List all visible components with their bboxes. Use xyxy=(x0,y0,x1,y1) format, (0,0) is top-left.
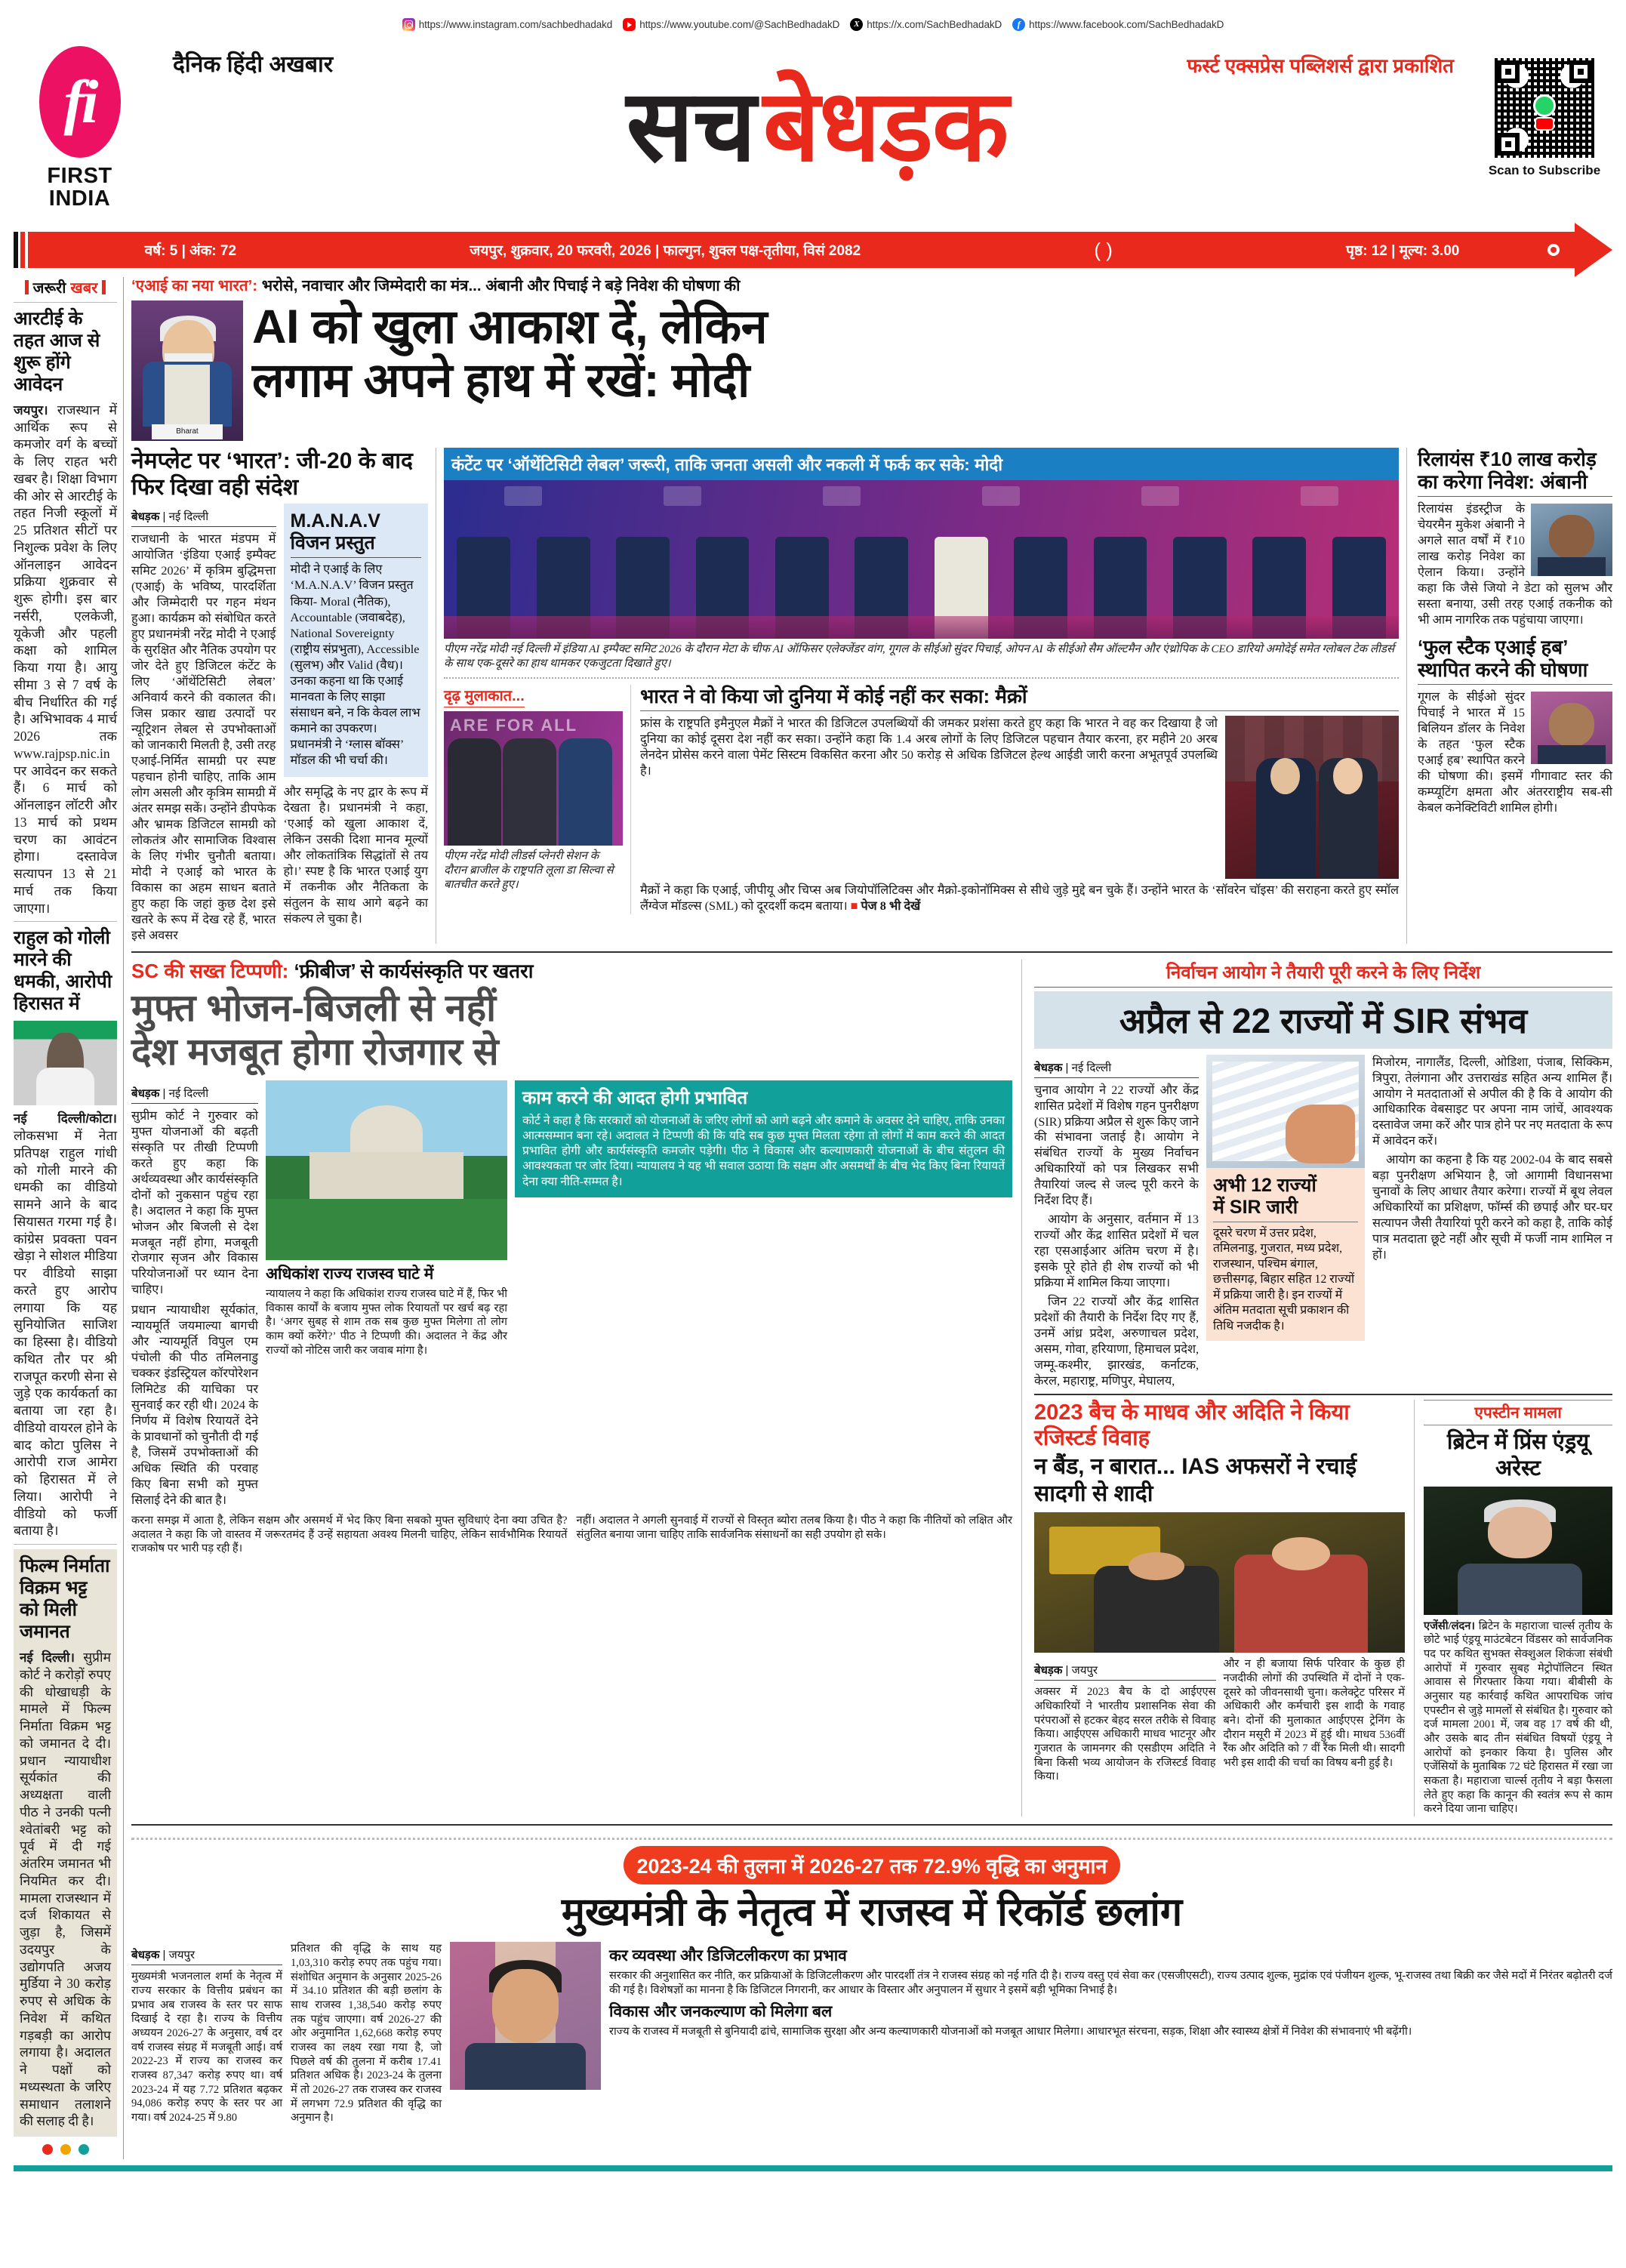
title-sach: सच xyxy=(626,70,756,181)
manav-title-1: M.A.N.A.V xyxy=(290,510,380,532)
nameplate-byline: बेधड़क | नई दिल्ली xyxy=(131,509,276,527)
supreme-court-story[interactable] xyxy=(131,960,1022,1817)
logo-line-2: INDIA xyxy=(48,186,111,211)
social-link-x[interactable] xyxy=(850,18,1002,31)
sidebar-body: लोकसभा में नेता प्रतिपक्ष राहुल गांधी को गोली मारने की धमकी का वीडियो सामने आने के बाद सियासत गरमा गई है। कांग्रेस प्रवक्ता पवन खेड़ा ने सोशल मीडिया पर वीडियो साझा करते हुए आरोप लगाया कि यह सुनियोजित साजिश का हिस्सा है। वीडियो कथित तौर पर श्री राजपूत करणी सेना से जुड़े एक कार्यकर्ता का बताया जा रहा है। वीडियो वायरल होने के बाद कोटा पुलिस ने आरोपी राज आमेरा को हिरासत में ले लिया। आरोपी ने वीडियो को फर्जी बताया है। xyxy=(14,1128,117,1539)
issue-dateline: जयपुर, शुक्रवार, 20 फरवरी, 2026 | फाल्गुन, शुक्ल पक्ष-तृतीया, विसं 2082 xyxy=(470,243,861,259)
byline-place: जयपुर xyxy=(168,1949,196,1962)
byline-source: बेधड़क xyxy=(1034,1061,1063,1074)
election-kicker: निर्वाचन आयोग ने तैयारी पूरी करने के लिए निर्देश xyxy=(1034,960,1612,988)
lead-kicker-red: ‘एआई का नया भारत’: xyxy=(131,277,258,294)
election-byline: बेधड़क | नई दिल्ली xyxy=(1034,1060,1199,1078)
election-body-5: आयोग का कहना है कि यह 2002-04 के बाद सबसे बड़ा पुनरीक्षण अभियान है, जो आगामी विधानसभा चुनावों के लिए आधार तैयार करेगा। राज्यों में बूथ लेवल अधिकारियों का प्रशिक्षण, फॉर्म्स की छपाई और घर-घर सत्यापन जैसी तैयारियां पूरी करने को कहा है, ताकि कोई पात्र मतदाता छूटे नहीं और सूची में फर्जी नाम शामिल न हों। xyxy=(1372,1153,1612,1262)
social-link-youtube[interactable] xyxy=(623,18,839,31)
revenue-body-2: प्रतिशत की वृद्धि के साथ यह 1,03,310 करोड़ रुपए तक पहुंच गया। संशोधित अनुमान के अनुसार 2025-26 में 34.10 प्रतिशत की बड़ी छलांग के साथ राजस्व 1,38,540 करोड़ रुपए तक पहुंच जाएगा। वर्ष 2026-27 की ओर अनुमानित 1,62,668 करोड़ रुपए राजस्व का लक्ष्य रखा गया है, जो पिछले वर्ष की तुलना में करीब 17.41 प्रतिशत अधिक है। 2023-24 के तुलना में तो 2026-27 तक राजस्व कर राजस्व में लगभग 72.9 प्रतिशत की वृद्धि का अनुमान है। xyxy=(291,1943,442,2125)
election-body-2: आयोग के अनुसार, वर्तमान में 13 राज्यों और केंद्र शासित प्रदेशों में चल रहा एसआईआर अंतिम चरण में है। इसके पूरे होते ही शेष राज्यों को भी प्रक्रिया में शामिल किया जाएगा। xyxy=(1034,1213,1199,1290)
nameplate-body-1: राजधानी के भारत मंडपम में आयोजित ‘इंडिया एआई इम्पैक्ट समिट 2026’ में कृत्रिम बुद्धिमत्ता (एआई) के भविष्य, पारदर्शिता और जिम्मेदारी पर गहन मंथन हुआ। कार्यक्रम को संबोधित करते हुए प्रधानमंत्री नरेंद्र मोदी ने एआई के सुरक्षित और नैतिक उपयोग पर जोर देते हुए डिजिटल कंटेंट के लिए ‘ऑथेंटिसिटी लेबल’ अनिवार्य करने की वकालत की। जिस प्रकार खाद्य उत्पादों पर न्यूट्रिशन लेबल से उपभोक्ताओं को जानकारी मिलती है, उसी तरह एआई-निर्मित सामग्री पर स्पष्ट पहचान होनी चाहिए, ताकि आम लोग असली और कृत्रिम सामग्री में अंतर समझ सकें। उन्होंने डीपफेक और भ्रामक डिजिटल सामग्री को लोकतंत्र और सामाजिक विश्वास के लिए गंभीर चुनौती बताया। मोदी ने एआई को भारत के विकास का अहम साधन बताते हुए कहा कि जहां कुछ देश इसे खतरे के रूप में देख रहे हैं, भारत इसे अवसर xyxy=(131,532,276,942)
sc-headline-line2: देश मजबूत होगा रोजगार से xyxy=(131,1031,499,1074)
byline-place: नई दिल्ली xyxy=(168,510,209,524)
ambani-story[interactable] xyxy=(1418,448,1612,628)
sc-image-caption: अधिकांश राज्य राजस्व घाटे में xyxy=(266,1265,434,1283)
sc-kicker-rest: ‘फ्रीबीज’ से कार्यसंस्कृति पर खतरा xyxy=(288,959,534,982)
sidebar-story-rahul[interactable] xyxy=(14,928,117,1539)
byline-source: बेधड़क xyxy=(131,1086,160,1100)
lead-headline-line1: AI को खुला आकाश दें, लेकिन xyxy=(252,300,768,353)
fi-monogram: fi xyxy=(63,67,96,136)
sc-box-title: काम करने की आदत होगी प्रभावित xyxy=(522,1087,748,1108)
sidebar-dateline: जयपुर। xyxy=(14,402,48,418)
ias-headline-black: न बैंड, न बारात... IAS अफसरों ने रचाई सादगी से शादी xyxy=(1034,1454,1357,1507)
sidebar-dateline: नई दिल्ली। xyxy=(20,1650,75,1665)
sc-caption-body: न्यायालय ने कहा कि अधिकांश राज्य राजस्व घाटे में हैं, फिर भी विकास कार्यों के बजाय मुफ्त लोक रियायतों पर खर्च बढ़ रहा है। ‘अगर सुबह से शाम तक सब कुछ मुफ्त मिलेगा तो लोग काम क्यों करेंगे?’ पीठ ने टिप्पणी की। अदालत ने केंद्र और राज्यों को नोटिस जारी कर जवाब मांगा है। xyxy=(266,1287,507,1357)
byline-source: बेधड़क xyxy=(131,1949,160,1962)
election-story[interactable] xyxy=(1034,960,1612,1389)
bottom-teal-rule xyxy=(14,2165,1612,2171)
facebook-icon: f xyxy=(1012,18,1025,31)
ias-byline: बेधड़क | जयपुर xyxy=(1034,1662,1216,1681)
sidebar-column xyxy=(14,277,124,2159)
meeting-and-macron xyxy=(444,685,1399,914)
ias-headline-red: 2023 बैच के माधव और अदिति ने किया रजिस्टर्ड विवाह xyxy=(1034,1400,1350,1451)
main-column xyxy=(124,277,1612,2159)
modi-macron-photo xyxy=(1225,716,1399,879)
sc-bottom-right: नहीं। अदालत ने अगली सुनवाई में राज्यों से विस्तृत ब्योरा तलब किया है। पीठ ने कहा कि नीतियों को लक्षित और संतुलित बनाया जाना चाहिए ताकि सार्वजनिक संसाधनों का सही उपयोग हो सके। xyxy=(576,1514,1012,1541)
first-india-wordmark xyxy=(14,165,146,211)
summit-block xyxy=(444,448,1407,944)
lead-kicker-rest: भरोसे, नवाचार और जिम्मेदारी का मंत्र... अंबानी और पिचाई ने बड़े निवेश की घोषणा की xyxy=(257,277,741,294)
revenue-byline: बेधड़क | जयपुर xyxy=(131,1947,282,1965)
revenue-pill-badge: 2023-24 की तुलना में 2026-27 तक 72.9% वृद्धि का अनुमान xyxy=(624,1846,1121,1884)
pichai-body: गूगल के सीईओ सुंदर पिचाई ने भारत में 15 बिलियन डॉलर के निवेश के तहत ‘फुल स्टैक एआई हब’ स्थापित करने की घोषणा की। इसमें गीगावाट स्तर की कम्प्यूटिंग क्षमता और अंतरराष्ट्रीय सब-सी केबल कनेक्टिविटी शामिल होगी। xyxy=(1418,689,1612,815)
photo-backdrop-text: ARE FOR ALL xyxy=(450,715,578,735)
tagline-left: दैनिक हिंदी अखबार xyxy=(173,52,334,77)
ambani-body: रिलायंस इंडस्ट्रीज के चेयरमैन मुकेश अंबानी ने अगले सात वर्षों में ₹10 लाख करोड़ निवेश का ऐलान किया। उन्होंने कहा कि जैसे जियो ने डेटा को सुलभ और सस्ता बनाया, उसी तरह एआई तकनीक को भी आम नागरिक तक पहुंचाया जाएगा। xyxy=(1418,501,1612,627)
sc-headline xyxy=(131,986,1012,1074)
supreme-court-building-photo xyxy=(266,1080,507,1260)
ambani-headline: रिलायंस ₹10 लाख करोड़ का करेगा निवेश: अंबानी xyxy=(1418,448,1612,497)
byline-source: बेधड़क xyxy=(1034,1664,1063,1678)
revenue-headline: मुख्यमंत्री के नेतृत्व में राजस्व में रिकॉर्ड छलांग xyxy=(561,1890,1183,1934)
tagline-right: फर्स्ट एक्सप्रेस पब्लिशर्स द्वारा प्रकाशित xyxy=(1187,54,1454,77)
sidebar-story-rte[interactable] xyxy=(14,309,117,917)
sidebar-body: राजस्थान में आर्थिक रूप से कमजोर वर्ग के बच्चों के लिए राहत भरी खबर है। शिक्षा विभाग की ओर से आरटीई के तहत निजी स्कूलों में 25 प्रतिशत सीटों पर निशुल्क प्रवेश के लिए ऑनलाइन आवेदन प्रक्रिया शुक्रवार से शुरू होगी। इस बार नर्सरी, एलकेजी, यूकेजी और पहली कक्षा को शामिल किया गया है। आयु सीमा 3 से 7 वर्ष के बीच निर्धारित की गई है। अभिभावक 4 मार्च 2026 तक www.rajpsp.nic.in पर आवेदन कर सकते हैं। 6 मार्च को ऑनलाइन लॉटरी और 13 मार्च को प्रथम चरण का आवंटन होगा। दस्तावेज सत्यापन 13 से 21 मार्च तक किया जाएगा। xyxy=(14,402,117,916)
ias-wedding-story[interactable] xyxy=(1034,1400,1415,1817)
prince-andrew-photo xyxy=(1424,1487,1612,1615)
sidebar-dateline: नई दिल्ली/कोटा। xyxy=(14,1111,117,1126)
sc-body-1: सुप्रीम कोर्ट ने गुरुवार को मुफ्त योजनाओं की बढ़ती संस्कृति पर तीखी टिप्पणी करते हुए कहा कि अर्थव्यवस्था और कार्यसंस्कृति दोनों को नुकसान पहुंच रहा है। अदालत ने कहा कि मुफ्त भोजन और बिजली से देश मजबूत नहीं होगा, मजबूती रोजगार सृजन और विकास परियोजनाओं पर ध्यान देना चाहिए। xyxy=(131,1108,258,1297)
summit-photo-caption: पीएम नरेंद्र मोदी नई दिल्ली में इंडिया AI इम्पैक्ट समिट 2026 के दौरान मेटा के चीफ AI ऑफिसर एलेक्जेंडर वांग, गूगल के सीईओ सुंदर पिचाई, ओपन AI के सीईओ सैम ऑल्टमैन और एंथ्रोपिक के CEO डारियो अमोदेई समेत ग्लोबल टेक लीडर्स के साथ एक-दूसरे का हाथ थामकर एकजुटता दिखाते हुए। xyxy=(444,642,1395,670)
modi-lula-photo xyxy=(444,711,623,846)
sc-byline: बेधड़क | नई दिल्ली xyxy=(131,1086,258,1104)
sidebar-footer-dots xyxy=(14,2137,117,2159)
youtube-icon xyxy=(623,18,636,31)
ribbon-bars-decoration xyxy=(14,232,25,268)
sc-kicker xyxy=(131,960,1012,983)
sc-work-habit-box xyxy=(515,1080,1012,1197)
chief-minister-photo xyxy=(450,1942,601,2090)
election-headline: अप्रैल से 22 राज्यों में SIR संभव xyxy=(1034,991,1612,1049)
revenue-sub2-body: राज्य के राजस्व में मजबूती से बुनियादी ढांचे, सामाजिक सुरक्षा और अन्य कल्याणकारी योजनाओं को मजबूत आधार मिलेगा। आधारभूत संरचना, सड़क, शिक्षा और स्वास्थ्य क्षेत्रों में निवेश की संभावनाएं भी बढ़ेंगी। xyxy=(609,2026,1412,2038)
nameplate-headline: नेमप्लेट पर ‘भारत’: जी-20 के बाद फिर दिखा वही संदेश xyxy=(131,448,413,500)
manav-vision-box xyxy=(284,504,429,777)
badge-word-2: खबर xyxy=(70,280,98,297)
macron-page-ref[interactable]: पेज 8 भी देखें xyxy=(861,899,921,914)
masthead xyxy=(14,37,1612,226)
manav-title-2: विजन प्रस्तुत xyxy=(290,532,375,554)
macron-body-1: फ्रांस के राष्ट्रपति इमैनुएल मैक्रों ने भारत की डिजिटल उपलब्धियों की जमकर प्रशंसा करते हुए कहा कि भारत ने वह कर दिखाया है जो दुनिया का कोई दूसरा देश नहीं कर सका। उन्होंने कहा कि 1.4 अरब लोगों के लिए डिजिटल पहचान तैयार करना, हर महीने 20 अरब लेनदेन प्रोसेस करने वाला पेमेंट सिस्टम विकसित करना और 50 करोड़ से अधिक डिजिटल हेल्थ आईडी जारी करना अभूतपूर्व उपलब्धि है। xyxy=(640,716,1218,778)
ai-summit-group-photo xyxy=(444,480,1399,639)
revenue-story[interactable] xyxy=(131,1824,1612,2125)
election-body-4: मिजोरम, नागालैंड, दिल्ली, ओडिशा, पंजाब, सिक्किम, त्रिपुरा, तेलंगाना और उत्तराखंड सहित अन्य शामिल हैं। आयोग ने मतदाताओं से अपील की है कि वे आयोग की आधिकारिक वेबसाइट पर अपना नाम जांचें, आवश्यक दस्तावेज जमा करें और पात्र होने पर नए मतदाता के रूप में आवेदन करें। xyxy=(1372,1055,1612,1148)
x-twitter-icon: X xyxy=(850,18,863,31)
byline-source: बेधड़क xyxy=(131,510,160,524)
sir-box-title-1: अभी 12 राज्यों xyxy=(1213,1174,1317,1196)
revenue-sub1-title: कर व्यवस्था और डिजिटलीकरण का प्रभाव xyxy=(609,1947,847,1965)
instagram-icon xyxy=(402,18,415,31)
sidebar-headline: राहुल को गोली मारने की धमकी, आरोपी हिरासत में xyxy=(14,928,112,1015)
macron-headline: भारत ने वो किया जो दुनिया में कोई नहीं कर सका: मैक्रों xyxy=(640,685,1399,711)
sc-body-2: प्रधान न्यायाधीश सूर्यकांत, न्यायमूर्ति जयमाल्या बागची और न्यायमूर्ति विपुल एम पंचोली की पीठ तमिलनाडु चक्कर इंडस्ट्रियल कॉरपोरेशन लिमिटेड की याचिका पर सुनवाई कर रही थी। 2024 के निर्णय में विशेष रियायतें देने के प्रावधानों को चुनौती दी गई है, जिसमें उपभोक्ताओं की अधिक स्थिति की परवाह किए बिना सभी को मुफ्त सिलाई देने की बात है। xyxy=(131,1303,258,1507)
epstein-body: ब्रिटेन के महाराजा चार्ल्स तृतीय के छोटे भाई एंड्रयू माउंटबेटन विंडसर को सार्वजनिक पद पर कथित सुभक्त सेक्शुअल शिकंजा संबंधी आरोपों में गुरुवार सुबह मेट्रोपॉलिटन स्थित आवास से गिरफ्तार किया गया। बीबीसी के अनुसार यह कार्रवाई कथित आपराधिक जांच एपस्टीन से जुड़े मामलों से संबंधित है। गुरुवार को दर्ज मामला 2001 में, जब वह 17 वर्ष की थी, और उसके बाद तीन संबंधित विषयों एंड्रयू ने आरोपों को इनकार किया है। पुलिस और एजेंसियों के मुताबिक 72 घंटे हिरासत में रखा जा सकता है। महाराजा चार्ल्स तृतीय ने बड़ा फैसला लेते हुए कहा कि कानून की स्वतंत्र रूप से काम करने दिया जाना चाहिए। xyxy=(1424,1619,1612,1816)
meeting-kicker: दृढ़ मुलाकात... xyxy=(444,685,525,707)
sir-box-text: दूसरे चरण में उत्तर प्रदेश, तमिलनाडु, गुजरात, मध्य प्रदेश, राजस्थान, पश्चिम बंगाल, छत्तीसगढ़, बिहार सहित 12 राज्यों में प्रक्रिया जारी है। इन राज्यों में अंतिम मतदाता सूची प्रकाशन की तिथि नजदीक है। xyxy=(1213,1226,1355,1333)
sc-box-text: कोर्ट ने कहा है कि सरकारों को योजनाओं के जरिए लोगों को आगे बढ़ने और कमाने के अवसर देने चाहिए, ताकि उनका आत्मसम्मान बना रहे। अदालत ने टिप्पणी की कि यदि सब कुछ मुफ्त मिलता रहेगा तो लोगों में काम करने की आदत प्रभावित होगी और कार्यसंस्कृति कमजोर पड़ेगी। पीठ ने विकास और कल्याणकारी योजनाओं के बीच संतुलन की आवश्यकता पर जोर दिया। न्यायालय ने यह भी सवाल उठाया कि सक्षम और असमर्थों के बीच भेद किए बिना रियायतें देना क्या नीति-सम्मत है। xyxy=(522,1114,1005,1188)
revenue-sub2-title: विकास और जनकल्याण को मिलेगा बल xyxy=(609,2002,833,2020)
byline-place: नई दिल्ली xyxy=(168,1086,209,1100)
issue-pages-price: पृष्ठ: 12 | मूल्य: 3.00 xyxy=(1346,243,1460,259)
ias-body-1: अक्सर में 2023 बैच के दो आईएएस अधिकारियों ने भारतीय प्रशासनिक सेवा की परंपराओं से हटकर बेहद सरल तरीके से विवाह किया। आईएएस अधिकारी माधव भाटनूर और गुजरात के जामनगर की एसडीएम अदिति ने बिना किसी भव्य आयोजन के रजिस्टर्ड विवाह किया। xyxy=(1034,1686,1216,1783)
sidebar-body: सुप्रीम कोर्ट ने करोड़ों रुपए की धोखाधड़ी के मामले में फिल्म निर्माता विक्रम भट्ट को जमानत दे दी। प्रधान न्यायाधीश सूर्यकांत की अध्यक्षता वाली पीठ ने उनकी पत्नी श्वेतांबरी भट्ट को पूर्व में दी गई अंतरिम जमानत भी नियमित कर दी। मामला राजस्थान में दर्ज शिकायत से जुड़ा है, जिसमें उदयपुर के उद्योगपति अजय मुर्डिया ने 30 करोड़ रुपए से अधिक के निवेश में कथित गड़बड़ी का आरोप लगाया है। अदालत ने पक्षों को मध्यस्थता के जरिए समाधान तलाशने की सलाह दी है। xyxy=(20,1649,111,2129)
pichai-headline: ‘फुल स्टैक एआई हब’ स्थापित करने की घोषणा xyxy=(1418,636,1612,685)
epstein-story[interactable] xyxy=(1424,1400,1612,1817)
title-bedhadak: बेधड़क xyxy=(762,70,1009,181)
page-content xyxy=(14,277,1612,2159)
summit-banner: कंटेंट पर ‘ऑथेंटिसिटी लेबल’ जरूरी, ताकि जनता असली और नकली में फर्क कर सके: मोदी xyxy=(444,448,1399,480)
epstein-kicker: एपस्टीन मामला xyxy=(1424,1400,1612,1425)
sc-kicker-red: SC की सख्त टिप्पणी: xyxy=(131,959,289,982)
ias-body-2: और न ही बजाया सिर्फ परिवार के कुछ ही नजदीकी लोगों की उपस्थिति में दोनों ने एक-दूसरे को जीवनसाथी चुना। कलेक्ट्रेट परिसर में अधिकारी और कर्मचारी इस शादी के गवाह बने। दोनों की मुलाकात आईएएस ट्रेनिंग के दौरान मसूरी में 2023 में हुई थी। माधव 536वीं रैंक और अदिति को 7 वीं रैंक मिली थी। सादगी भरी इस शादी की चर्चा का विषय बनी हुई है। xyxy=(1223,1658,1405,1770)
whatsapp-icon xyxy=(1533,94,1556,117)
election-body-1: चुनाव आयोग ने 22 राज्यों और केंद्र शासित प्रदेशों में विशेष गहन पुनरीक्षण (SIR) प्रक्रिया अप्रैल से शुरू किए जाने की संभावना जताई है। आयोग ने संबंधित राज्यों के मुख्य निर्वाचन अधिकारियों को पत्र लिखकर सभी तैयारियां जल्द से जल्द पूरी करने के निर्देश दिए हैं। xyxy=(1034,1083,1199,1208)
pichai-story[interactable] xyxy=(1418,636,1612,816)
sc-bottom-left: करना समझ में आता है, लेकिन सक्षम और असमर्थ में भेद किए बिना सबको मुफ्त सुविधाएं देना क्या उचित है? अदालत ने कहा कि जो वास्तव में जरूरतमंद हैं उन्हें सहायता अवश्य मिलनी चाहिए, लेकिन सार्वभौमिक रियायतें राजकोष पर भारी पड़ रही हैं। xyxy=(131,1514,568,1555)
ribbon-separator: ( ) xyxy=(1094,238,1113,261)
election-body-3: जिन 22 राज्यों और केंद्र शासित प्रदेशों की तैयारी के निर्देश दिए गए हैं, उनमें आंध्र प्रदेश, अरुणाचल प्रदेश, असम, गोवा, हरियाणा, हिमाचल प्रदेश, जम्मू-कश्मीर, झारखंड, कर्नाटक, केरल, महाराष्ट्र, मणिपुर, मेघालय, xyxy=(1034,1295,1199,1388)
lead-headline xyxy=(252,300,1612,408)
revenue-body-1: मुख्यमंत्री भजनलाल शर्मा के नेतृत्व में राज्य सरकार के वित्तीय प्रबंधन का प्रभाव अब राजस्व के स्तर पर साफ दिखाई दे रहा है। राज्य के वित्तीय अध्ययन 2026-27 के अनुसार, वर्ष दर वर्ष राजस्व संग्रह में मजबूती आई। वर्ष 2022-23 में राज्य का राजस्व कर राजस्व 87,347 करोड़ रुपए था। वर्ष 2023-24 में यह 7.72 प्रतिशत बढ़कर 94,086 करोड़ रुपए के स्तर पर आ गया। वर्ष 2024-25 में 9.80 xyxy=(131,1971,282,2124)
sir-12-states-box xyxy=(1206,1168,1365,1342)
lula-meeting[interactable] xyxy=(444,685,631,914)
first-india-logo-mark xyxy=(39,46,121,158)
epstein-headline: ब्रिटेन में प्रिंस एंड्रयू अरेस्ट xyxy=(1446,1429,1590,1481)
nameplate-body-2: और समृद्धि के नए द्वार के रूप में देखता है। प्रधानमंत्री ने कहा, ‘एआई को खुला आकाश दें, लेकिन उसकी दिशा मानव मूल्यों और लोकतांत्रिक सिद्धांतों से तय हो।’ स्पष्ट है कि भारत एआई युग में तकनीक और नैतिकता के संतुलन के साथ आगे बढ़ने का संकल्प ले चुका है। xyxy=(283,785,428,926)
youtube-badge-icon xyxy=(1535,117,1554,131)
sir-box-title-2: में SIR जारी xyxy=(1213,1196,1298,1218)
paper-title xyxy=(158,70,1477,181)
social-links-bar xyxy=(14,0,1612,37)
issue-number: वर्ष: 5 | अंक: 72 xyxy=(144,243,237,259)
instagram-url: https://www.instagram.com/sachbedhadakd xyxy=(418,19,613,30)
qr-caption: Scan to Subscribe xyxy=(1488,163,1601,177)
modi-lead-photo xyxy=(131,300,243,441)
lead-headline-line2: लगाम अपने हाथ में रखें: मोदी xyxy=(252,353,750,407)
sidebar-section-badge xyxy=(14,277,117,297)
social-link-instagram[interactable] xyxy=(402,18,612,31)
qr-subscribe-block[interactable] xyxy=(1477,39,1612,178)
revenue-sub1-body: सरकार की अनुशासित कर नीति, कर प्रक्रियाओं के डिजिटलीकरण और पारदर्शी तंत्र ने राजस्व संग्रह को नई गति दी है। राज्य वस्तु एवं सेवा कर (एसजीएसटी), राज्य उत्पाद शुल्क, मुद्रांक एवं पंजीयन शुल्क, भू-राजस्व तथा बिक्री कर जैसे मदों में निरंतर बढ़ोतरी दर्ज की गई है। विशेषज्ञों का मानना है कि डिजिटल निगरानी, कर आधार के विस्तार और अनुपालन में सुधार ने इसमें बड़ी भूमिका निभाई है। xyxy=(609,1970,1612,1997)
macron-story[interactable]: भारत ने वो किया जो दुनिया में कोई नहीं कर सका: मैक्रों फ्रांस के राष्ट्रपति इमैनुएल मैक्रों ने भारत की डिजिटल उपलब्धियों की जमकर प्रशंसा करते हुए कहा कि भारत ने वह कर दिखाया है जो दुनिया का कोई दूसरा देश नहीं कर सका। उन्होंने कहा कि 1.4 अरब लोगों के लिए डिजिटल पहचान तैयार करना, हर महीने 20 अरब लेनदेन प्रोसेस करने वाला पेमेंट सिस्टम विकसित करना और 50 करोड़ से अधिक डिजिटल हेल्थ आईडी जारी करना अभूतपूर्व उपलब्धि है। मैक्रों ने कहा कि एआई, जीपीयू और चिप्स अब जियोपॉलिटिक्स और मैक्रो-इकोनॉमिक्स से सीधे जुड़े मुद्दे बन चुके हैं। उन्होंने भारत के ‘सॉवरेन चॉइस’ की सराहना करते हुए स्मॉल लैंग्वेज मॉडल्स (SML) को दूरदर्शी कदम बताया। ■ पेज 8 भी देखें xyxy=(640,684,1399,914)
sidebar-headline: फिल्म निर्माता विक्रम भट्ट को मिली जमानत xyxy=(20,1556,110,1642)
lead-kicker xyxy=(131,277,1612,296)
sidebar-headline: आरटीई के तहत आज से शुरू होंगे आवेदन xyxy=(14,309,100,395)
badge-word-1: जरूरी xyxy=(32,280,66,297)
election-and-side-stories xyxy=(1031,960,1612,1817)
youtube-url: https://www.youtube.com/@SachBedhadakD xyxy=(639,19,840,30)
ias-couple-photo xyxy=(1034,1512,1405,1653)
social-link-facebook[interactable] xyxy=(1012,18,1224,31)
publisher-logo xyxy=(14,39,146,211)
byline-place: नई दिल्ली xyxy=(1071,1061,1112,1074)
summit-backdrop-logos xyxy=(444,486,1399,506)
sundar-pichai-photo xyxy=(1531,692,1612,764)
macron-body-2: मैक्रों ने कहा कि एआई, जीपीयू और चिप्स अब जियोपॉलिटिक्स और मैक्रो-इकोनॉमिक्स से सीधे जुड़े मुद्दे बन चुके हैं। उन्होंने भारत के ‘सॉवरेन चॉइस’ की सराहना करते हुए स्मॉल लैंग्वेज मॉडल्स (SML) को दूरदर्शी कदम बताया। xyxy=(640,883,1399,914)
business-column xyxy=(1415,448,1612,944)
nameplate-block xyxy=(146,39,1477,181)
rahul-gandhi-photo xyxy=(14,1021,117,1105)
qr-code-icon[interactable] xyxy=(1495,58,1594,158)
facebook-url: https://www.facebook.com/SachBedhadakD xyxy=(1029,19,1224,30)
logo-line-1: FIRST xyxy=(47,164,112,188)
lead-subsections xyxy=(131,448,1612,944)
meeting-caption: पीएम नरेंद्र मोदी लीडर्स प्लेनरी सेशन के दौरान ब्राजील के राष्ट्रपति लूला डा सिल्वा से बातचीत करते हुए। xyxy=(444,849,614,892)
ribbon-dot-icon xyxy=(1547,244,1560,256)
issue-ribbon xyxy=(14,230,1612,270)
nameplate-story[interactable] xyxy=(131,448,436,944)
x-url: https://x.com/SachBedhadakD xyxy=(867,19,1002,30)
voter-list-photo xyxy=(1206,1055,1365,1168)
mukesh-ambani-photo xyxy=(1531,504,1612,576)
ribbon-arrow-icon xyxy=(1575,223,1612,277)
manav-text: मोदी ने एआई के लिए ‘M.A.N.A.V’ विजन प्रस्तुत किया- Moral (नैतिक), Accountable (जवाबदेह), National Sovereignty (राष्ट्रीय संप्रभुता), Accessible (सुलभ) और Valid (वैध)। उनका कहना था कि एआई मानवता के लिए साझा संसाधन बने, न कि केवल लाभ कमाने का उपकरण। प्रधानमंत्री ने ‘ग्लास बॉक्स’ मॉडल की भी चर्चा की। xyxy=(290,562,420,768)
sc-headline-line1: मुफ्त भोजन-बिजली से नहीं xyxy=(131,986,497,1029)
lead-story[interactable] xyxy=(131,300,1612,441)
sidebar-story-vikram-bhatt[interactable] xyxy=(14,1549,117,2137)
byline-place: जयपुर xyxy=(1071,1664,1098,1678)
epstein-byline: एजेंसी/लंदन। xyxy=(1424,1619,1475,1632)
photo-nameplate-label: Bharat xyxy=(152,424,223,439)
mid-section xyxy=(131,951,1612,1817)
